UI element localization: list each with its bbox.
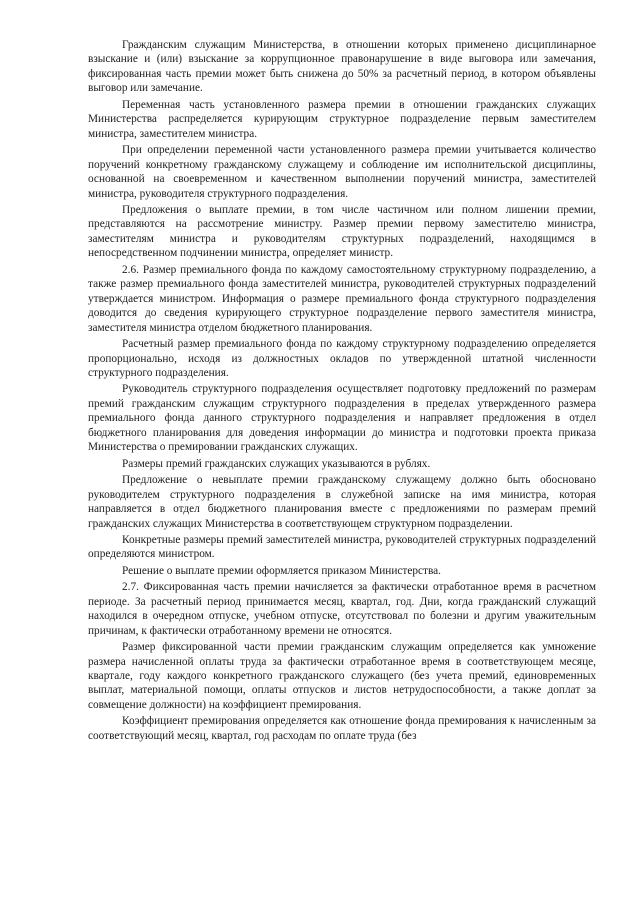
paragraph-variable-part-criteria: При определении переменной части установленного размера премии учитывается количество поручений конкретному гражданскому служащему и соблюдение им исполнительской дисциплины, основанной на своевременном и качественном выполнении поручений министра, заместителей министра, руководителя структурного подразделения. [88,144,596,200]
paragraph-rubles: Размеры премий гражданских служащих указываются в рублях. [122,457,431,470]
paragraph-fund-calculation: Расчетный размер премиального фонда по каждому структурному подразделению определяется пропорционально, исходя из должностных окладов по утвержденной штатной численности структурного подразделения. [88,338,596,379]
paragraph-head-proposals: Руководитель структурного подразделения осуществляет подготовку предложений по размерам премий гражданским служащим структурного подразделения в пределах утвержденного размера премиального фонда данного структурного подразделения и направляет предложения в отдел бюджетного планирования для доведения информации до министра и подготовки проекта приказа Министерства о премировании гражданских служащих. [88,383,596,454]
paragraph-section-2-7: 2.7. Фиксированная часть премии начисляется за фактически отработанное время в расчетном периоде. За расчетный период принимается месяц, квартал, год. Дни, когда гражданский служащий находился в очередном отпуске, учебном отпуске, отсутствовал по болезни и другим уважительным причинам, к фактически отработанному времени не относятся. [88,581,596,637]
paragraph-deputies-amounts: Конкретные размеры премий заместителей министра, руководителей структурных подразделений определяются министром. [88,533,596,561]
document-body [88,38,596,745]
paragraph-fixed-part-amount: Размер фиксированной части премии гражданским служащим определяется как умножение размера начисленной оплаты труда за фактически отработанное время в соответствующем месяце, квартале, году каждого конкретного гражданского служащего (без учета премий, единовременных выплат, материальной помощи, оплаты отпусков и листов нетрудоспособности, а также доплат за совмещение должности) на коэффициент премирования. [88,641,596,711]
paragraph-non-payment: Предложение о невыплате премии гражданскому служащему должно быть обосновано руководителем структурного подразделения в служебной записке на имя министра, которая направляется в отдел бюджетного планирования вместе с предложениями по размерам премий гражданских служащих Министерства в соответствующем структурном подразделении. [88,474,596,530]
paragraph-disciplinary-reduction: Гражданским служащим Министерства, в отношении которых применено дисциплинарное взыскание и (или) взыскание за коррупционное правонарушение в виде выговора или замечания, фиксированная часть премии может быть снижена до 50% за расчетный период, в котором объявлены выговор или замечание. [88,39,596,95]
paragraph-decision-order: Решение о выплате премии оформляется приказом Министерства. [122,564,441,577]
paragraph-section-2-6: 2.6. Размер премиального фонда по каждому самостоятельному структурному подразделению, а также размер премиального фонда заместителей министра, руководителей структурных подразделений утверждается министром. Информация о размере премиального фонда структурного подразделения доводится до сведения курирующего структурное подразделение первого заместителя министра, заместителя министра отделом бюджетного планирования. [88,263,596,334]
paragraph-variable-part-distribution: Переменная часть установленного размера премии в отношении гражданских служащих Министерства распределяется курирующим структурное подразделение первым заместителем министра, заместителем министра. [88,98,596,140]
paragraph-proposals: Предложения о выплате премии, в том числе частичном или полном лишении премии, представляются на рассмотрение министру. Размер премии первому заместителю министра, заместителям министра и руководителям структурных подразделений, находящимся в непосредственном подчинении министра, определяет министр. [88,203,596,260]
paragraph-coefficient: Коэффициент премирования определяется как отношение фонда премирования к начисленным за соответствующий месяц, квартал, год расходам по оплате труда (без [88,715,596,742]
